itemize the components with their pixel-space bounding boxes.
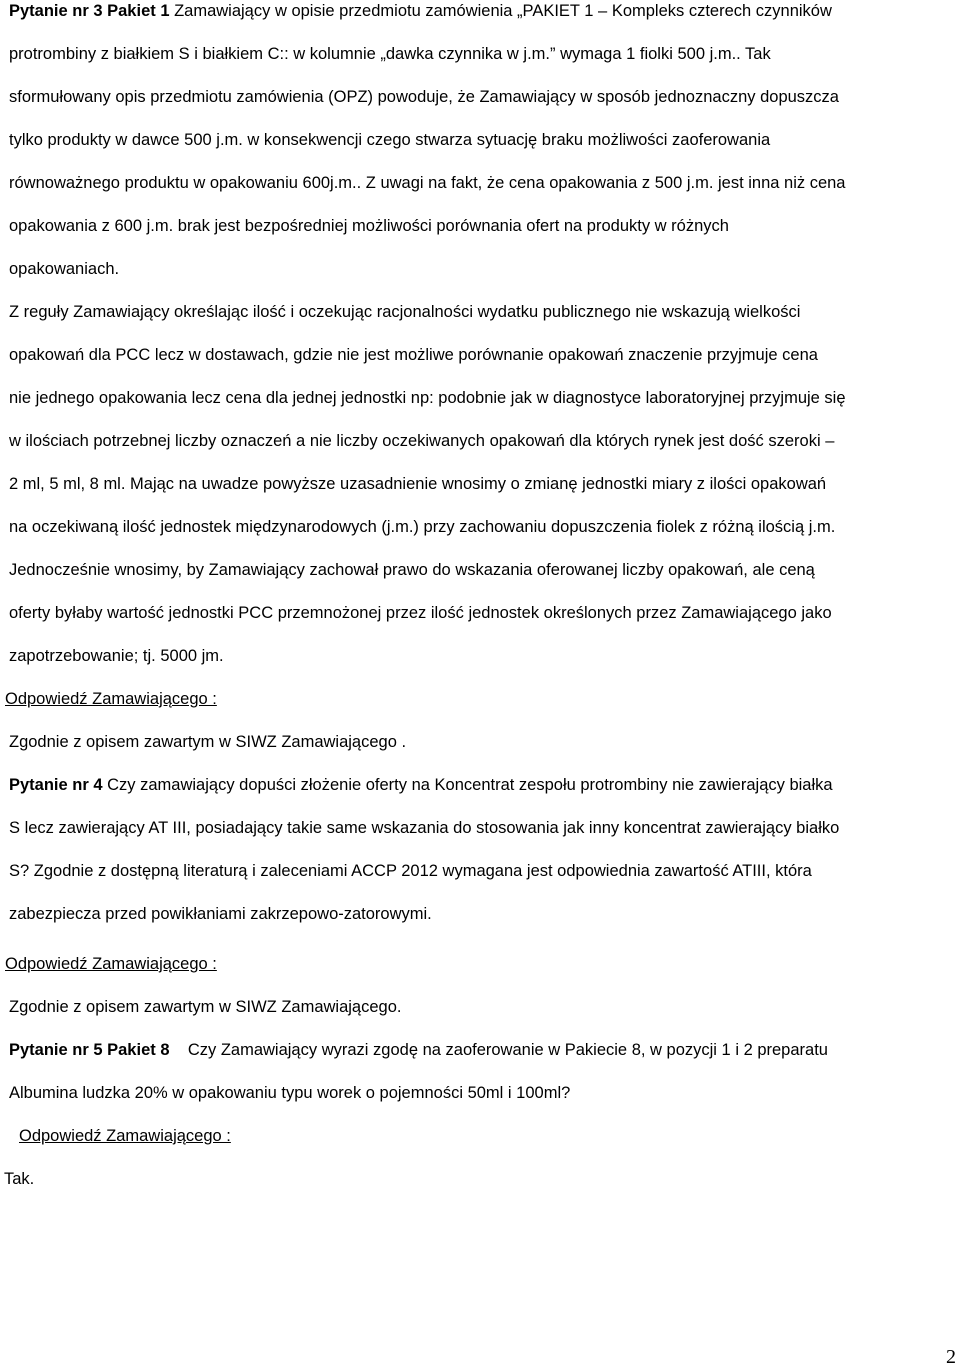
question-3-line-13: na oczekiwaną ilość jednostek międzynarodowych (j.m.) przy zachowaniu dopuszczenia fiolek z różną ilością j.m. [9, 518, 836, 536]
question-3-line-3: sformułowany opis przedmiotu zamówienia (OPZ) powoduje, że Zamawiający w sposób jednoznaczny dopuszcza [9, 88, 839, 106]
question-3-line-5: równoważnego produktu w opakowaniu 600j.m.. Z uwagi na fakt, że cena opakowania z 500 j.m. jest inna niż cena [9, 174, 846, 192]
question-5-line-2: Albumina ludzka 20% w opakowaniu typu worek o pojemności 50ml i 100ml? [9, 1084, 571, 1102]
question-3-line-8: Z reguły Zamawiający określając ilość i oczekując racjonalności wydatku publicznego nie wskazują wielkości [9, 303, 801, 321]
question-4-line-3: S? Zgodnie z dostępną literaturą i zaleceniami ACCP 2012 wymagana jest odpowiednia zawartość ATIII, która [9, 862, 812, 880]
question-3-line-4: tylko produkty w dawce 500 j.m. w konsekwencji czego stwarza sytuację braku możliwości zaoferowania [9, 131, 771, 149]
question-4-answer-heading: Odpowiedź Zamawiającego : [5, 955, 217, 973]
question-3-text: Zamawiający w opisie przedmiotu zamówienia „PAKIET 1 – Kompleks czterech czynników [169, 2, 832, 20]
question-3-answer-heading: Odpowiedź Zamawiającego : [5, 690, 217, 708]
question-3-line-11: w ilościach potrzebnej liczby oznaczeń a nie liczby oczekiwanych opakowań dla których rynek jest dość szeroki – [9, 432, 835, 450]
question-3-line-9: opakowań dla PCC lecz w dostawach, gdzie nie jest możliwe porównanie opakowań znaczenie przyjmuje cena [9, 346, 818, 364]
question-5-label: Pytanie nr 5 Pakiet 8 [9, 1041, 170, 1059]
question-5-answer: Tak. [4, 1170, 35, 1188]
question-4-text: Czy zamawiający dopuści złożenie oferty na Koncentrat zespołu protrombiny nie zawierający białka [102, 776, 833, 794]
question-4-line-4: zabezpiecza przed powikłaniami zakrzepowo-zatorowymi. [9, 905, 432, 923]
question-3-line-14: Jednocześnie wnosimy, by Zamawiający zachował prawo do wskazania oferowanej liczby opakowań, ale ceną [9, 561, 815, 579]
question-3-line-15: oferty byłaby wartość jednostki PCC przemnożonej przez ilość jednostek określonych przez Zamawiającego jako [9, 604, 832, 622]
question-3-answer: Zgodnie z opisem zawartym w SIWZ Zamawiającego . [9, 733, 407, 751]
page-number: 2 [946, 1346, 956, 1368]
question-3-line-12: 2 ml, 5 ml, 8 ml. Mając na uwadze powyższe uzasadnienie wnosimy o zmianę jednostki miary z ilości opakowań [9, 475, 827, 493]
question-3-label: Pytanie nr 3 Pakiet 1 [9, 2, 170, 20]
question-5-answer-heading: Odpowiedź Zamawiającego : [19, 1127, 231, 1145]
question-3-line-2: protrombiny z białkiem S i białkiem C:: w kolumnie „dawka czynnika w j.m.” wymaga 1 fiolki 500 j.m.. Tak [9, 45, 771, 63]
question-5-text: Czy Zamawiający wyrazi zgodę na zaoferowanie w Pakiecie 8, w pozycji 1 i 2 preparatu [169, 1041, 828, 1059]
question-3-line-6: opakowania z 600 j.m. brak jest bezpośredniej możliwości porównania ofert na produkty w różnych [9, 217, 729, 235]
question-4-line-2: S lecz zawierający AT III, posiadający takie same wskazania do stosowania jak inny koncentrat zawierający białko [9, 819, 840, 837]
question-3-line-1 [9, 1, 832, 21]
question-3-line-16: zapotrzebowanie; tj. 5000 jm. [9, 647, 224, 665]
question-3-line-7: opakowaniach. [9, 260, 120, 278]
question-4-label: Pytanie nr 4 [9, 776, 103, 794]
question-4-answer: Zgodnie z opisem zawartym w SIWZ Zamawiającego. [9, 998, 402, 1016]
question-5-line-1 [9, 1040, 828, 1060]
question-4-line-1 [9, 775, 833, 795]
question-3-line-10: nie jednego opakowania lecz cena dla jednej jednostki np: podobnie jak w diagnostyce laboratoryjnej przyjmuje się [9, 389, 846, 407]
